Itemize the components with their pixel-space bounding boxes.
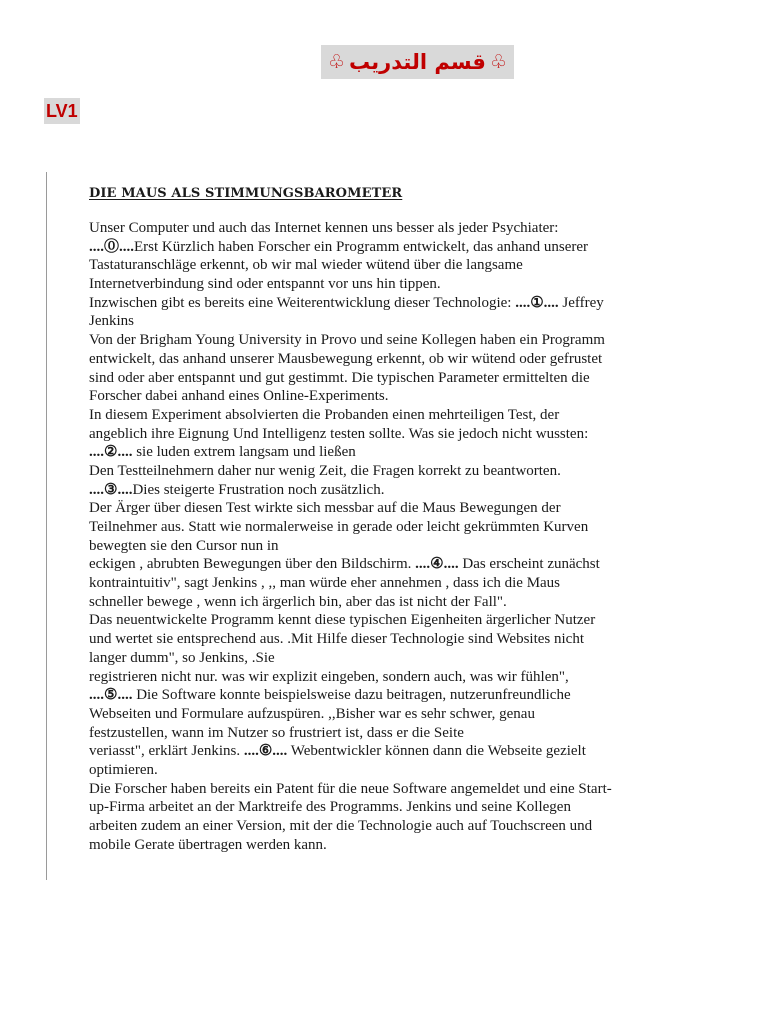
text-line [89, 406, 689, 425]
section-title: قسم التدريب [349, 50, 486, 74]
text-segment: Teilnehmer aus. Statt wie normalerweise in gerade oder leicht gekrümmten Kurven [89, 519, 589, 535]
gap-marker[interactable]: ....④.... [415, 556, 459, 573]
text-line [89, 705, 689, 724]
gap-marker[interactable]: ....③.... [89, 481, 133, 498]
text-line [89, 593, 689, 612]
text-line [89, 574, 689, 593]
text-segment: arbeiten zudem an einer Version, mit der die Technologie auch auf Touchscreen und [89, 818, 593, 834]
gap-marker[interactable]: ....⑥.... [243, 743, 288, 760]
text-segment: Forscher dabei anhand eines Online-Experiments. [89, 388, 389, 405]
text-segment: Erst Kürzlich haben Forscher ein Programm entwickelt, das anhand unserer [134, 238, 589, 255]
text-line [89, 369, 689, 388]
text-line [89, 761, 689, 780]
gap-marker[interactable]: ....⓪.... [89, 238, 135, 255]
text-line [89, 331, 689, 350]
text-line [89, 294, 689, 313]
text-line [89, 312, 689, 331]
text-segment: veriasst", erklärt Jenkins. [89, 743, 244, 760]
text-segment: Das erscheint zunächst [458, 556, 600, 573]
text-line [89, 836, 689, 855]
club-suit-icon: ♧ [489, 51, 507, 73]
text-line [89, 499, 689, 518]
text-segment: Von der Brigham Young University in Provo und seine Kollegen haben ein Programm [89, 332, 605, 349]
text-line [89, 817, 689, 836]
text-line [89, 275, 689, 294]
text-segment: sind oder aber entspannt und gut gestimmt. Die typischen Parameter ermittelten die [89, 369, 590, 386]
text-segment: up-Firma arbeitet an der Marktreife des Programms. Jenkins und seine Kollegen [89, 799, 571, 816]
text-segment: langer dumm", so Jenkins, .Sie [89, 649, 275, 666]
text-line [89, 518, 689, 537]
text-line [89, 481, 689, 500]
text-segment: Webentwickler können dann die Webseite gezielt [287, 743, 586, 760]
text-line [89, 724, 689, 743]
text-line [89, 630, 689, 649]
text-line [89, 256, 689, 275]
text-segment: kontraintuitiv", sagt Jenkins , ,, man würde eher annehmen , dass ich die Maus [89, 575, 561, 592]
gap-marker[interactable]: ....②.... [89, 444, 133, 461]
text-segment: schneller bewege , wenn ich ärgerlich bin, aber das ist nicht der Fall". [89, 593, 507, 610]
text-line [89, 742, 689, 761]
text-segment: Webseiten und Formulare aufzuspüren. ,,Bisher war es sehr schwer, genau [89, 705, 535, 722]
text-segment: sie luden extrem langsam und ließen [132, 444, 356, 461]
text-line [89, 537, 689, 556]
text-segment: Die Forscher haben bereits ein Patent für die neue Software angemeldet und eine Start- [89, 780, 612, 797]
gap-marker[interactable]: ....⑤.... [89, 687, 133, 704]
text-segment: Die Software konnte beispielsweise dazu beitragen, nutzerunfreundliche [132, 687, 571, 704]
text-line [89, 555, 689, 574]
text-segment: Inzwischen gibt es bereits eine Weiterentwicklung dieser Technologie: [89, 294, 516, 311]
text-segment: entwickelt, das anhand unserer Mausbewegung erkennt, ob wir wütend oder gefrustet [89, 350, 603, 367]
text-segment: festzustellen, wann im Nutzer so frustriert ist, dass er die Seite [89, 724, 464, 741]
page-margin-rule [46, 172, 47, 880]
text-line [89, 425, 689, 444]
text-segment: bewegten sie den Cursor nun in [89, 537, 279, 554]
text-line [89, 668, 689, 687]
text-segment: Internetverbindung sind oder entspannt vor uns hin tippen. [89, 276, 441, 293]
gap-marker[interactable]: ....①.... [515, 294, 559, 311]
text-segment: Jenkins [89, 313, 134, 330]
text-segment: Dies steigerte Frustration noch zusätzlich. [132, 481, 385, 498]
text-line [89, 686, 689, 705]
text-line [89, 443, 689, 462]
text-segment: In diesem Experiment absolvierten die Probanden einen mehrteiligen Test, der [89, 406, 560, 423]
text-segment: registrieren nicht nur. was wir explizit eingeben, sondern auch, was wir fühlen", [89, 668, 569, 685]
text-segment: mobile Gerate übertragen werden kann. [89, 836, 327, 853]
text-line [89, 649, 689, 668]
text-line [89, 611, 689, 630]
text-segment: eckigen , abrubten Bewegungen über den Bildschirm. [89, 556, 416, 573]
text-segment: optimieren. [89, 761, 158, 778]
text-line [89, 219, 689, 238]
text-line [89, 462, 689, 481]
section-heading [321, 45, 514, 79]
text-segment: Den Testteilnehmern daher nur wenig Zeit, die Fragen korrekt zu beantworten. [89, 462, 561, 479]
article-body [89, 219, 689, 854]
text-line [89, 798, 689, 817]
text-segment: und wertet sie entsprechend aus. .Mit Hilfe dieser Technologie sind Websites nicht [89, 631, 584, 648]
text-segment: angeblich ihre Eignung Und Intelligenz testen sollte. Was sie jedoch nicht wussten: [89, 425, 589, 442]
text-line [89, 238, 689, 257]
text-line [89, 387, 689, 406]
text-segment: Der Ärger über diesen Test wirkte sich messbar auf die Maus Bewegungen der [89, 500, 561, 517]
text-segment: Tastaturanschläge erkennt, ob wir mal wieder wütend über die langsame [89, 257, 523, 274]
article-title: DIE MAUS ALS STIMMUNGSBAROMETER [89, 186, 403, 201]
text-line [89, 780, 689, 799]
text-line [89, 350, 689, 369]
club-suit-icon: ♧ [328, 51, 346, 73]
text-segment: Das neuentwickelte Programm kennt diese typischen Eigenheiten ärgerlicher Nutzer [89, 612, 596, 629]
text-segment: Unser Computer und auch das Internet kennen uns besser als jeder Psychiater: [89, 220, 559, 236]
level-badge: LV1 [44, 98, 80, 124]
text-segment: Jeffrey [558, 294, 604, 311]
